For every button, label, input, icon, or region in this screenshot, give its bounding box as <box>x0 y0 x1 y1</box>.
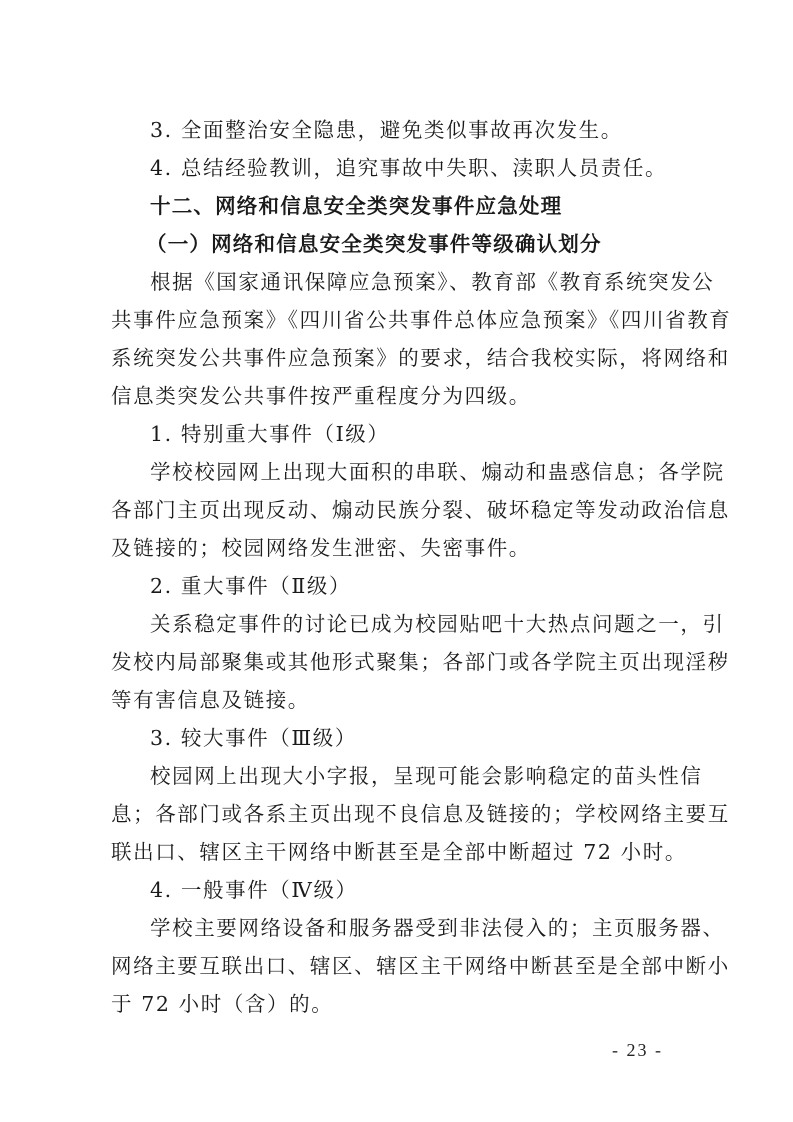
paragraph-line: 共事件应急预案》《四川省公共事件总体应急预案》《四川省教育 <box>111 308 732 332</box>
item-heading: 2. 重大事件（Ⅱ级） <box>150 574 352 598</box>
paragraph-line: 信息类突发公共事件按严重程度分为四级。 <box>111 384 531 408</box>
paragraph-line: 于 72 小时（含）的。 <box>111 992 334 1016</box>
paragraph-line: 校园网上出现大小字报，呈现可能会影响稳定的苗头性信 <box>150 764 703 788</box>
item-heading: 3. 较大事件（Ⅲ级） <box>150 726 357 750</box>
paragraph-line: 网络主要互联出口、辖区、辖区主干网络中断甚至是全部中断小 <box>111 954 730 978</box>
paragraph-line: 联出口、辖区主干网络中断甚至是全部中断超过 72 小时。 <box>111 840 687 864</box>
page-number: - 23 - <box>612 1040 663 1060</box>
paragraph-line: 发校内局部聚集或其他形式聚集；各部门或各学院主页出现淫秽 <box>111 650 730 674</box>
paragraph-line: 等有害信息及链接。 <box>111 688 310 712</box>
paragraph-line: 学校校园网上出现大面积的串联、煽动和蛊惑信息；各学院 <box>150 460 725 484</box>
paragraph-line: 息；各部门或各系主页出现不良信息及链接的；学校网络主要互 <box>111 802 730 826</box>
paragraph-line: 系统突发公共事件应急预案》的要求，结合我校实际，将网络和 <box>111 346 730 370</box>
body-line: 4. 总结经验教训，追究事故中失职、渎职人员责任。 <box>150 156 668 180</box>
paragraph-line: 及链接的；校园网络发生泄密、失密事件。 <box>111 536 531 560</box>
paragraph-line: 学校主要网络设备和服务器受到非法侵入的；主页服务器、 <box>150 916 725 940</box>
subsection-heading: （一）网络和信息安全类突发事件等级确认划分 <box>146 232 602 256</box>
body-line: 3. 全面整治安全隐患，避免类似事故再次发生。 <box>150 118 623 142</box>
section-heading: 十二、网络和信息安全类突发事件应急处理 <box>150 194 563 218</box>
paragraph-line: 各部门主页出现反动、煽动民族分裂、破坏稳定等发动政治信息 <box>111 498 730 522</box>
item-heading: 4. 一般事件（Ⅳ级） <box>150 878 358 902</box>
paragraph-line: 关系稳定事件的讨论已成为校园贴吧十大热点问题之一，引 <box>150 612 725 636</box>
paragraph-line: 根据《国家通讯保障应急预案》、教育部《教育系统突发公 <box>150 270 715 294</box>
item-heading: 1. 特别重大事件（Ⅰ级） <box>150 422 390 446</box>
